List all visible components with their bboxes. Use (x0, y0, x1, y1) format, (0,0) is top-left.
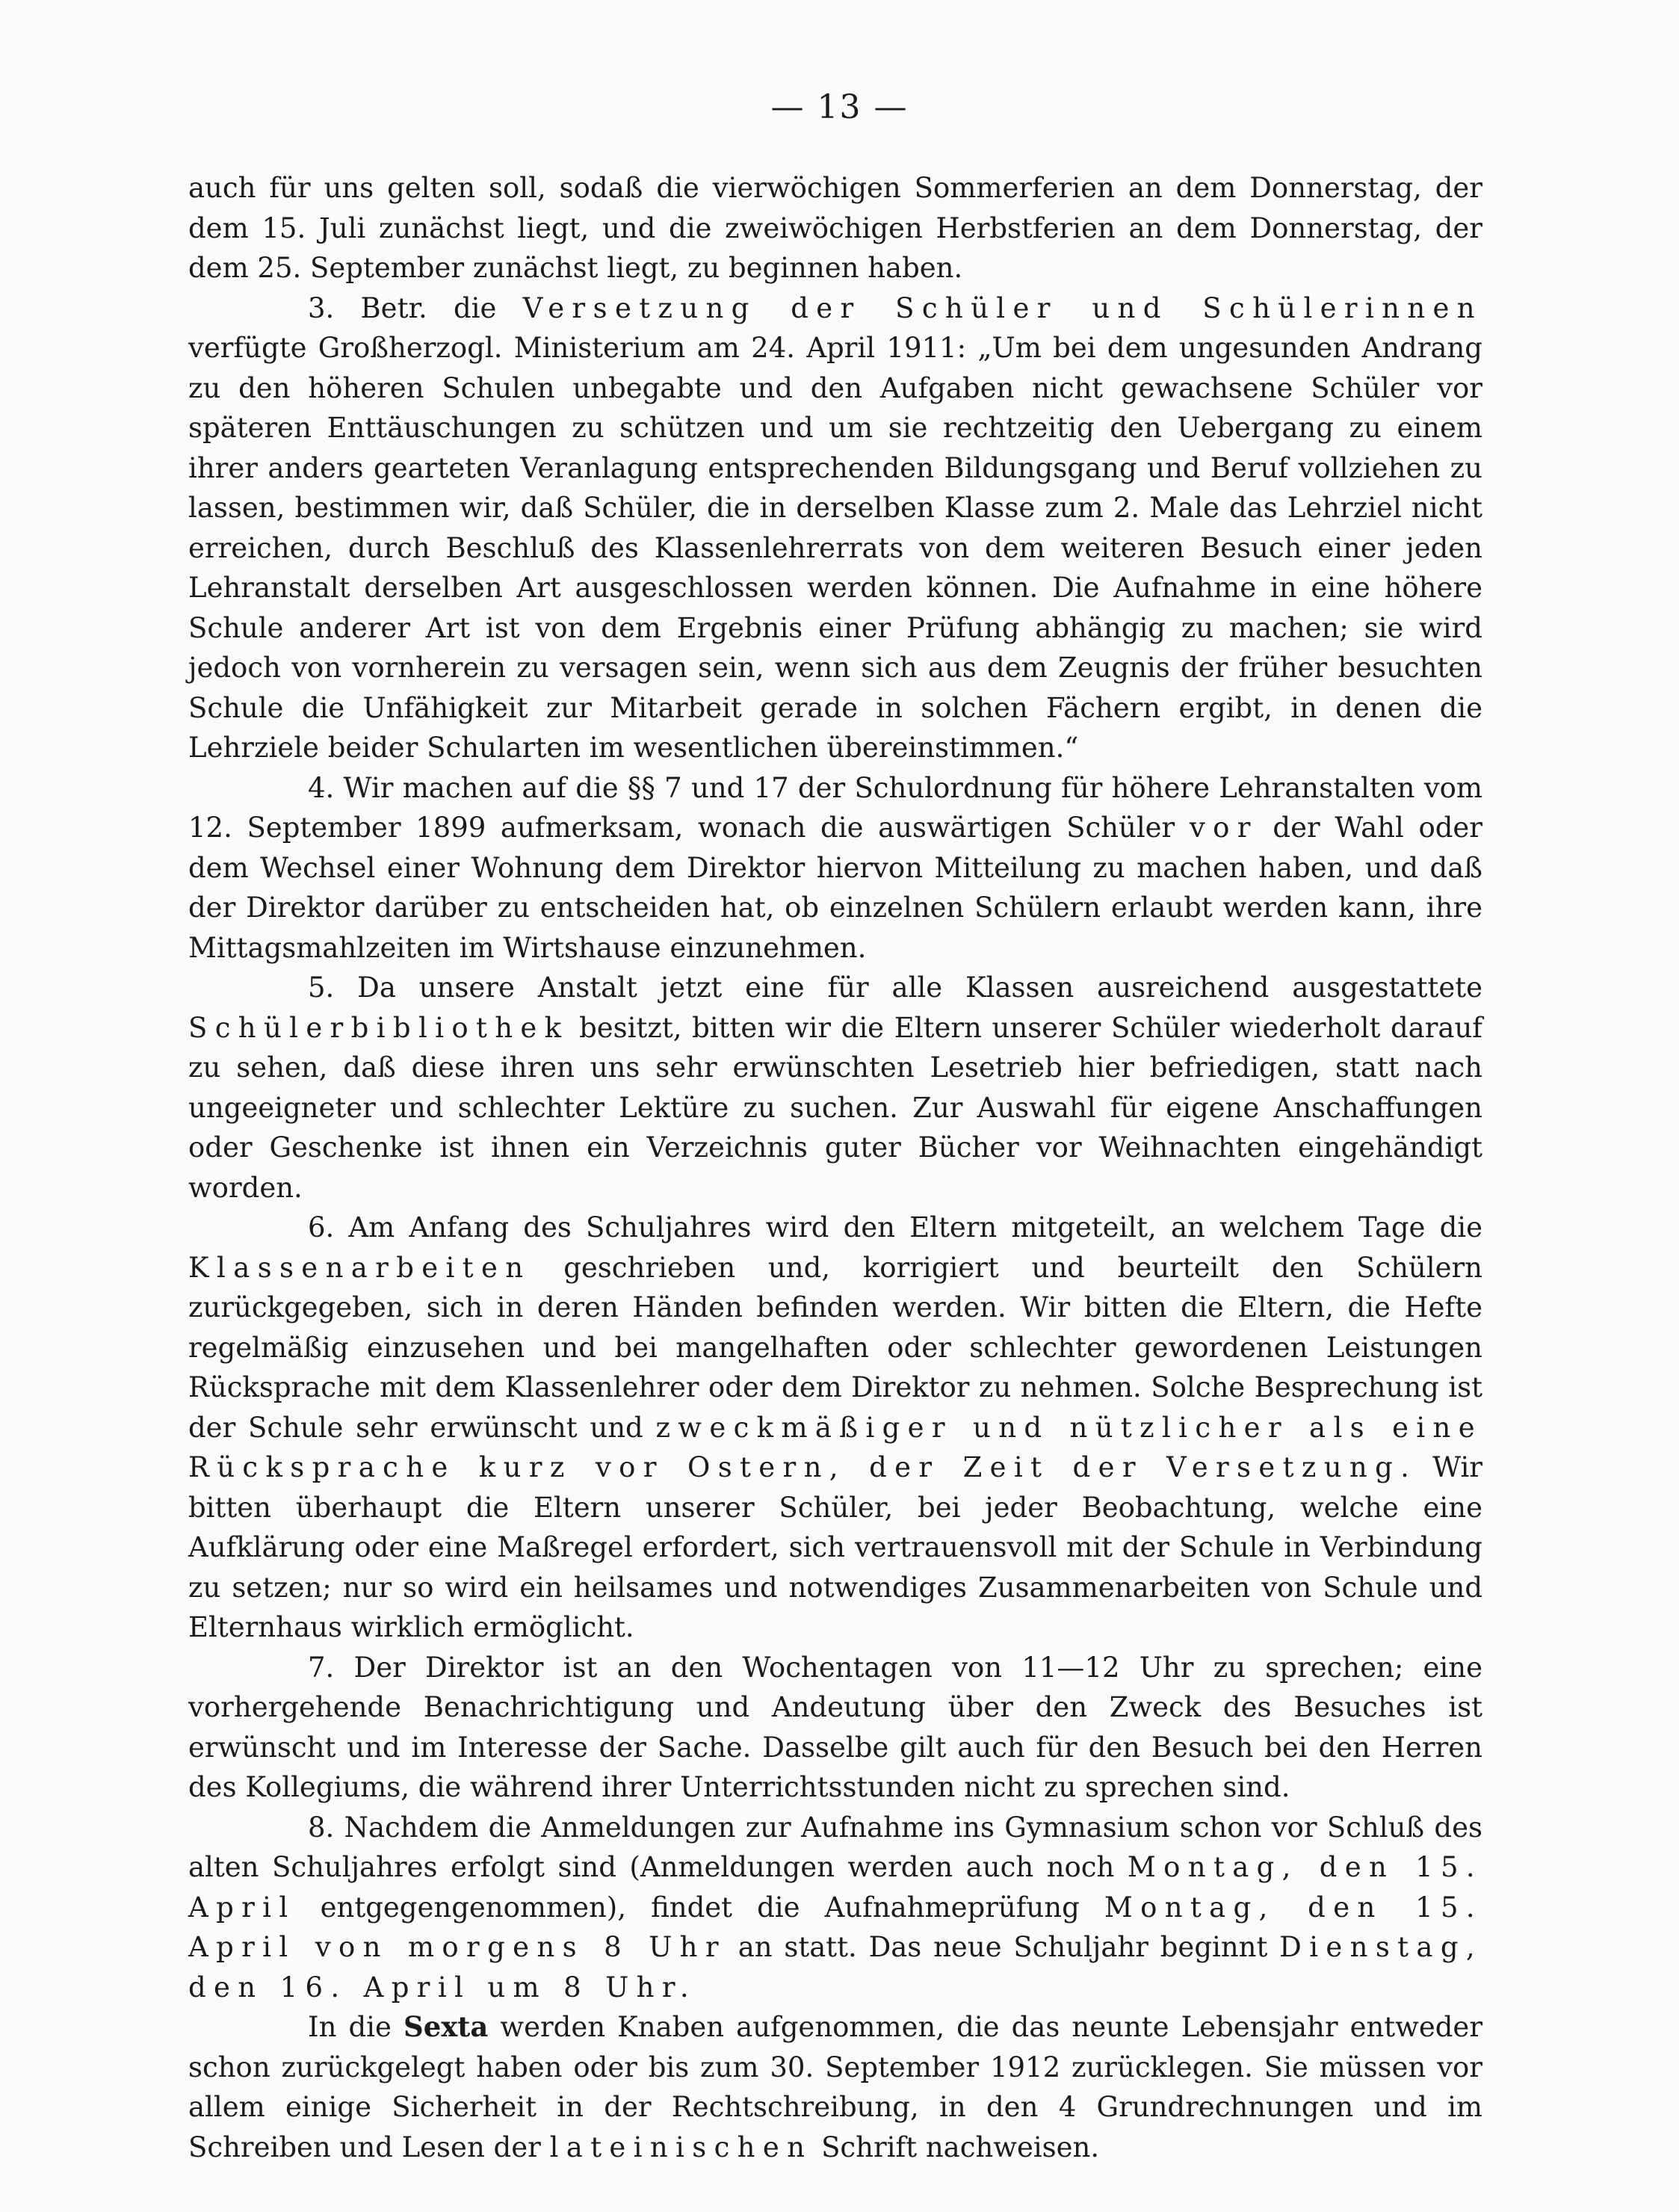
paragraph-3 (188, 288, 1482, 768)
paragraph-8-emphasis-1: Montag, den 15. April (188, 1851, 1483, 1924)
paragraph-3-emphasis: Versetzung der Schüler und Schülerinnen (522, 291, 1482, 324)
paragraph-6-text-c: geschrieben und, korrigiert und beurteilt den Schülern zurückgegeben, sich in deren Händen befinden werden. Wir bitten die Eltern, die Hefte regelmäßig einzusehen und bei mangelhaften oder schlechter gewordenen Leistungen Rücksprache mit dem Klassenlehrer oder dem Direktor zu nehmen. Solche Besprechung ist der Schule sehr erwünscht und (188, 1251, 1482, 1444)
paragraph-4 (188, 768, 1482, 968)
paragraph-6-text-e: Wir bitten überhaupt die Eltern unserer Schüler, bei jeder Beobachtung, welche eine Aufklärung oder eine Maßregel erfordert, sich vertrauensvoll mit der Schule in Verbindung zu setzen; nur so wird ein heilsames und notwendiges Zusammenarbeiten von Schule und Elternhaus wirklich ermöglicht. (188, 1451, 1482, 1643)
paragraph-6 (188, 1208, 1482, 1648)
paragraph-9-text-a: In die (308, 2011, 403, 2043)
paragraph-7: 7. Der Direktor ist an den Wochentagen von 11—12 Uhr zu sprechen; eine vorhergehende Benachrichtigung und Andeutung über den Zweck des Besuches ist erwünscht und im Interesse der Sache. Dasselbe gilt auch für den Besuch bei den Herren des Kollegiums, die während ihrer Unterrichtsstunden nicht zu sprechen sind. (188, 1651, 1482, 1803)
paragraph-9-sexta: Sexta (403, 2010, 489, 2043)
paragraph-4-emphasis: vor (1189, 812, 1258, 844)
paragraph-4-text-a: 4. Wir machen auf die §§ 7 und 17 der Schulordnung für höhere Lehranstalten vom 12. September 1899 aufmerksam, wonach die auswärtigen Schüler (188, 771, 1482, 844)
paragraph-5-emphasis: Schülerbibliothek (188, 1011, 569, 1044)
paragraph-6-text-a: 6. Am Anfang des Schuljahres wird den Eltern mitgeteilt, an welchem Tage die (308, 1211, 1482, 1244)
page-number: — 13 — (770, 88, 909, 126)
paragraph-continued: auch für uns gelten soll, sodaß die vierwöchigen Sommerferien an dem Donnerstag, der dem 15. Juli zunächst liegt, und die zweiwöchigen Herbstferien an dem Donnerstag, der dem 25. September zunächst liegt, zu beginnen haben. (188, 172, 1482, 284)
paragraph-4-text-c: der Wahl oder dem Wechsel einer Wohnung dem Direktor hiervon Mitteilung zu machen haben, und daß der Direktor darüber zu entscheiden hat, ob einzelnen Schülern erlaubt werden kann, ihre Mittagsmahlzeiten im Wirtshause einzunehmen. (188, 812, 1482, 964)
paragraph-9-text-e: Schrift nachweisen. (812, 2131, 1100, 2163)
page-body (188, 168, 1482, 2167)
paragraph-5 (188, 968, 1482, 1208)
paragraph-8-text-a: 8. Nachdem die Anmeldungen zur Aufnahme ins Gymnasium schon vor Schluß des alten Schuljahres erfolgt sind (Anmeldungen werden auch noch (188, 1811, 1482, 1883)
paragraph-8 (188, 1808, 1482, 2008)
paragraph-3-text-a: 3. Betr. die (308, 291, 523, 324)
paragraph-9-emphasis: lateinischen (549, 2131, 813, 2163)
paragraph-9 (188, 2007, 1482, 2167)
paragraph-8-emphasis-3: Dienstag, den 16. April um 8 Uhr. (188, 1931, 1482, 2004)
paragraph-9-text-c: werden Knaben aufgenommen, die das neunte Lebensjahr entweder schon zurückgelegt haben oder bis zum 30. September 1912 zurücklegen. Sie müssen vor allem einige Sicherheit in der Rechtschreibung, in den 4 Grundrechnungen und im Schreiben und Lesen der (188, 2011, 1483, 2163)
paragraph-6-emphasis-2: zweckmäßiger und nützlicher als eine Rücksprache kurz vor Ostern, der Zeit der Versetzung. (188, 1411, 1482, 1483)
paragraph-8-text-e: an statt. Das neue Schuljahr beginnt (726, 1931, 1280, 1963)
paragraph-3-text-c: verfügte Großherzogl. Ministerium am 24. April 1911: „Um bei dem ungesunden Andrang zu den höheren Schulen unbegabte und den Aufgaben nicht gewachsene Schüler vor späteren Enttäuschungen zu schützen und um sie rechtzeitig den Uebergang zu einem ihrer anders gearteten Veranlagung entsprechenden Bildungsgang und Beruf vollziehen zu lassen, bestimmen wir, daß Schüler, die in derselben Klasse zum 2. Male das Lehrziel nicht erreichen, durch Beschluß des Klassenlehrerrats von dem weiteren Besuch einer jeden Lehranstalt derselben Art ausgeschlossen werden können. Die Aufnahme in eine höhere Schule anderer Art ist von dem Ergebnis einer Prüfung abhängig zu machen; sie wird jedoch von vornherein zu versagen sein, wenn sich aus dem Zeugnis der früher besuchten Schule die Unfähigkeit zur Mitarbeit gerade in solchen Fächern ergibt, in denen die Lehrziele beider Schularten im wesentlichen übereinstimmen.“ (188, 332, 1482, 764)
paragraph-5-text-c: besitzt, bitten wir die Eltern unserer Schüler wiederholt darauf zu sehen, daß diese ihren uns sehr erwünschten Lesetrieb hier befriedigen, statt nach ungeeigneter und schlechter Lektüre zu suchen. Zur Auswahl für eigene Anschaffungen oder Geschenke ist ihnen ein Verzeichnis guter Bücher vor Weihnachten eingehändigt worden. (188, 1011, 1482, 1204)
paragraph-8-emphasis-2: Montag, den 15. April von morgens 8 Uhr (188, 1891, 1483, 1963)
paragraph-6-emphasis-1: Klassenarbeiten (188, 1251, 531, 1284)
paragraph-8-text-c: entgegengenommen), findet die Aufnahmeprüfung (295, 1891, 1104, 1924)
paragraph-5-text-a: 5. Da unsere Anstalt jetzt eine für alle Klassen ausreichend ausgestattete (308, 971, 1482, 1004)
